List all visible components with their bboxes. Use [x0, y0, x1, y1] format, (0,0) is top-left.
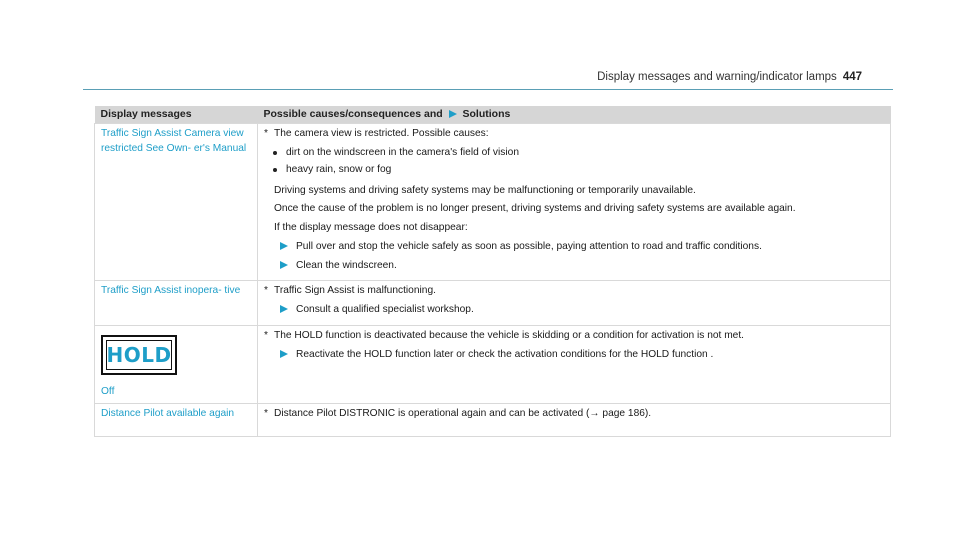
cause-cell [258, 281, 891, 326]
cause-line [264, 407, 884, 422]
paragraph: If the display message does not disappear: [274, 222, 468, 234]
action-step [296, 348, 884, 363]
message-cell [95, 326, 258, 404]
display-messages-table [94, 106, 891, 437]
cause-text: Distance Pilot DISTRONIC is operational again and can be activated (→ page 186). [274, 407, 652, 419]
action-text: Consult a qualified specialist workshop. [296, 304, 474, 316]
column-header-causes [258, 106, 891, 124]
table-row [95, 403, 891, 437]
spacer [264, 425, 884, 433]
cause-cell [258, 124, 891, 281]
action-text: Pull over and stop the vehicle safely as soon as possible, paying attention to road and traffic conditions. [296, 240, 762, 252]
message-text: Traffic Sign Assist inopera- tive [101, 285, 241, 297]
action-arrow-icon [280, 350, 288, 358]
hold-icon-text: HOLD [106, 340, 172, 370]
action-step [296, 259, 884, 274]
table-row [95, 326, 891, 404]
cause-text: The camera view is restricted. Possible causes: [274, 128, 489, 140]
message-cell [95, 403, 258, 437]
action-arrow-icon [280, 242, 288, 250]
message-text: Traffic Sign Assist Camera view restricted See Own- er's Manual [101, 128, 247, 154]
hold-icon [101, 335, 177, 375]
solution-arrow-icon [449, 110, 457, 118]
column-header-causes-label: Possible causes/consequences and [263, 108, 443, 120]
action-arrow-icon [280, 305, 288, 313]
table-row [95, 281, 891, 326]
action-arrow-icon [280, 261, 288, 269]
cause-text: The HOLD function is deactivated because the vehicle is skidding or a condition for activation is not met. [274, 330, 745, 342]
header-title: Display messages and warning/indicator lamps [597, 71, 837, 83]
cause-text: Traffic Sign Assist is malfunctioning. [274, 285, 436, 297]
star-marker: * [264, 285, 268, 297]
action-text: Reactivate the HOLD function later or check the activation conditions for the HOLD function . [296, 348, 714, 360]
cause-cell [258, 403, 891, 437]
action-text: Clean the windscreen. [296, 259, 397, 271]
table-row [95, 124, 891, 281]
message-cell [95, 281, 258, 326]
star-marker: * [264, 128, 268, 140]
list-item: heavy rain, snow or fog [286, 163, 884, 178]
cause-cell [258, 326, 891, 404]
list-item: dirt on the windscreen in the camera's field of vision [286, 146, 884, 161]
table-header-row [95, 106, 891, 124]
cause-line [264, 284, 884, 299]
running-header [597, 71, 862, 83]
header-rule [83, 89, 893, 90]
star-marker: * [264, 407, 268, 419]
spacer [264, 367, 884, 385]
message-cell [95, 124, 258, 281]
message-text: Distance Pilot available again [101, 407, 235, 419]
column-header-solutions-label: Solutions [462, 108, 511, 120]
column-header-display-messages: Display messages [95, 106, 258, 124]
cause-line [264, 127, 884, 142]
message-text: Off [101, 385, 115, 397]
action-step [296, 303, 884, 318]
star-marker: * [264, 330, 268, 342]
cause-line [264, 329, 884, 344]
page-number: 447 [842, 71, 862, 83]
paragraph: Driving systems and driving safety systems may be malfunctioning or temporarily unavailable. [274, 184, 696, 196]
action-step [296, 240, 884, 255]
paragraph: Once the cause of the problem is no longer present, driving systems and driving safety systems are available again. [274, 203, 796, 215]
